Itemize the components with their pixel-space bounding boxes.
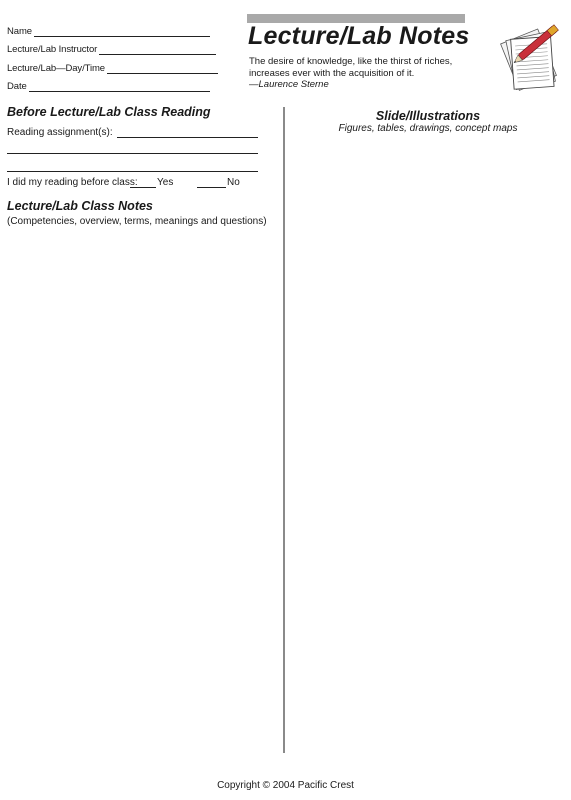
illustrations-area[interactable] — [290, 140, 566, 750]
slides-heading: Slide/Illustrations — [375, 109, 481, 123]
page-title: Lecture/Lab Notes — [248, 22, 470, 50]
yes-label: Yes — [157, 177, 174, 188]
day-time-label: Lecture/Lab—Day/Time — [7, 63, 105, 74]
date-field[interactable] — [7, 81, 210, 92]
instructor-line[interactable] — [99, 53, 216, 55]
did-reading-label: I did my reading before class: — [7, 177, 138, 188]
class-notes-heading: Lecture/Lab Class Notes — [7, 199, 153, 213]
before-reading-heading: Before Lecture/Lab Class Reading — [7, 105, 211, 119]
reading-assignment-label: Reading assignment(s): — [7, 127, 113, 138]
no-blank[interactable] — [197, 187, 226, 188]
notes-writing-area[interactable] — [5, 232, 279, 750]
class-notes-subtitle: (Competencies, overview, terms, meanings and questions) — [7, 216, 267, 227]
day-time-field[interactable] — [7, 63, 218, 74]
date-label: Date — [7, 81, 27, 92]
notes-with-pen-icon — [492, 14, 568, 92]
no-label: No — [227, 177, 240, 188]
instructor-label: Lecture/Lab Instructor — [7, 44, 98, 55]
quote-text: The desire of knowledge, like the thirst of riches, increases ever with the acquisition of it. — [249, 56, 453, 79]
quote-author: —Laurence Sterne — [249, 79, 329, 90]
column-divider — [283, 107, 285, 753]
day-time-line[interactable] — [107, 72, 218, 74]
reading-assignment-line-3[interactable] — [7, 171, 258, 172]
reading-assignment-line-2[interactable] — [7, 153, 258, 154]
yes-blank[interactable] — [130, 187, 156, 188]
name-field[interactable] — [7, 26, 210, 37]
reading-assignment-line-1[interactable] — [117, 137, 258, 138]
date-line[interactable] — [29, 90, 210, 92]
name-line[interactable] — [34, 35, 210, 37]
copyright-footer: Copyright © 2004 Pacific Crest — [217, 780, 354, 791]
name-label: Name — [7, 26, 32, 37]
slides-subtitle: Figures, tables, drawings, concept maps — [338, 123, 518, 134]
instructor-field[interactable] — [7, 44, 216, 55]
